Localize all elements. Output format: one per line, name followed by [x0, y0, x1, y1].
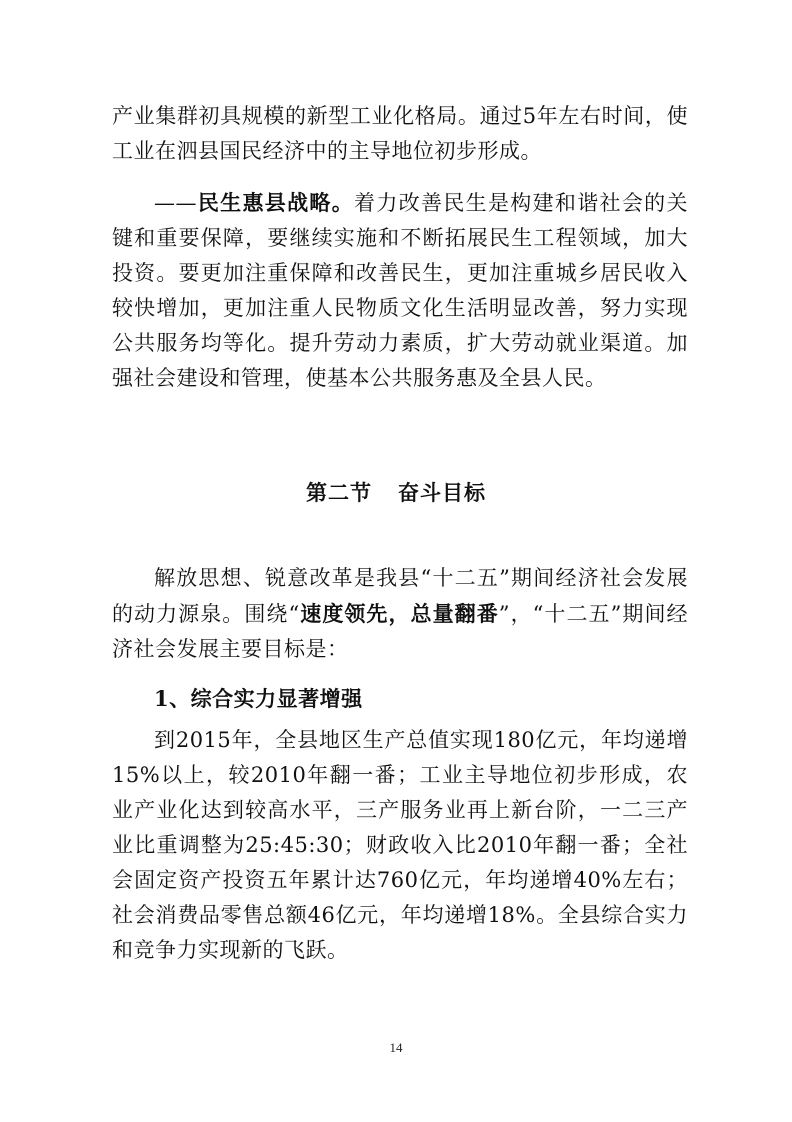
goals-intro-part1: 解放思想、锐意改革是我县“十二五”期间经济社会发展的动力源泉。围绕“: [112, 566, 688, 626]
section-heading: [0, 477, 792, 507]
goals-intro-part2: ”，“十二五”期间经济社会发展主要目标是：: [112, 602, 688, 661]
paragraph-livelihood-strategy: [112, 185, 688, 396]
subheading-text: 1、综合实力显著增强: [154, 686, 363, 711]
subheading-comprehensive-strength: [154, 683, 363, 713]
paragraph-economic-targets: [112, 723, 688, 968]
strategy-dash: ——: [154, 191, 197, 215]
strategy-title: 民生惠县战略。: [197, 190, 355, 215]
page-number: 14: [389, 1040, 403, 1055]
paragraph-goals-intro: [112, 561, 688, 667]
strategy-body: 着力改善民生是构建和谐社会的关键和重要保障，要继续实施和不断拓展民生工程领域，加大投资。要更加注重保障和改善民生，更加注重城乡居民收入较快增加，更加注重人民物质文化生活明显改善，努力实现公共服务均等化。提升劳动力素质，扩大劳动就业渠道。加强社会建设和管理，使基本公共服务惠及全县人民。: [112, 191, 689, 390]
goals-intro-slogan: 速度领先，总量翻番: [299, 601, 499, 626]
economic-targets-text: 到2015年，全县地区生产总值实现180亿元，年均递增15%以上，较2010年翻一番；工业主导地位初步形成，农业产业化达到较高水平，三产服务业再上新台阶，一二三产业比重调整为25:45:30；财政收入比2010年翻一番；全社会固定资产投资五年累计达760亿元，年均递增40%左右；社会消费品零售总额46亿元，年均递增18%。全县综合实力和竞争力实现新的飞跃。: [112, 728, 688, 962]
section-number: 第二节: [306, 480, 372, 505]
section-title: 奋斗目标: [398, 480, 486, 505]
paragraph-industrialization-text: 产业集群初具规模的新型工业化格局。通过5年左右时间，使工业在泗县国民经济中的主导地位初步形成。: [112, 104, 688, 163]
paragraph-industrialization: [112, 99, 688, 169]
